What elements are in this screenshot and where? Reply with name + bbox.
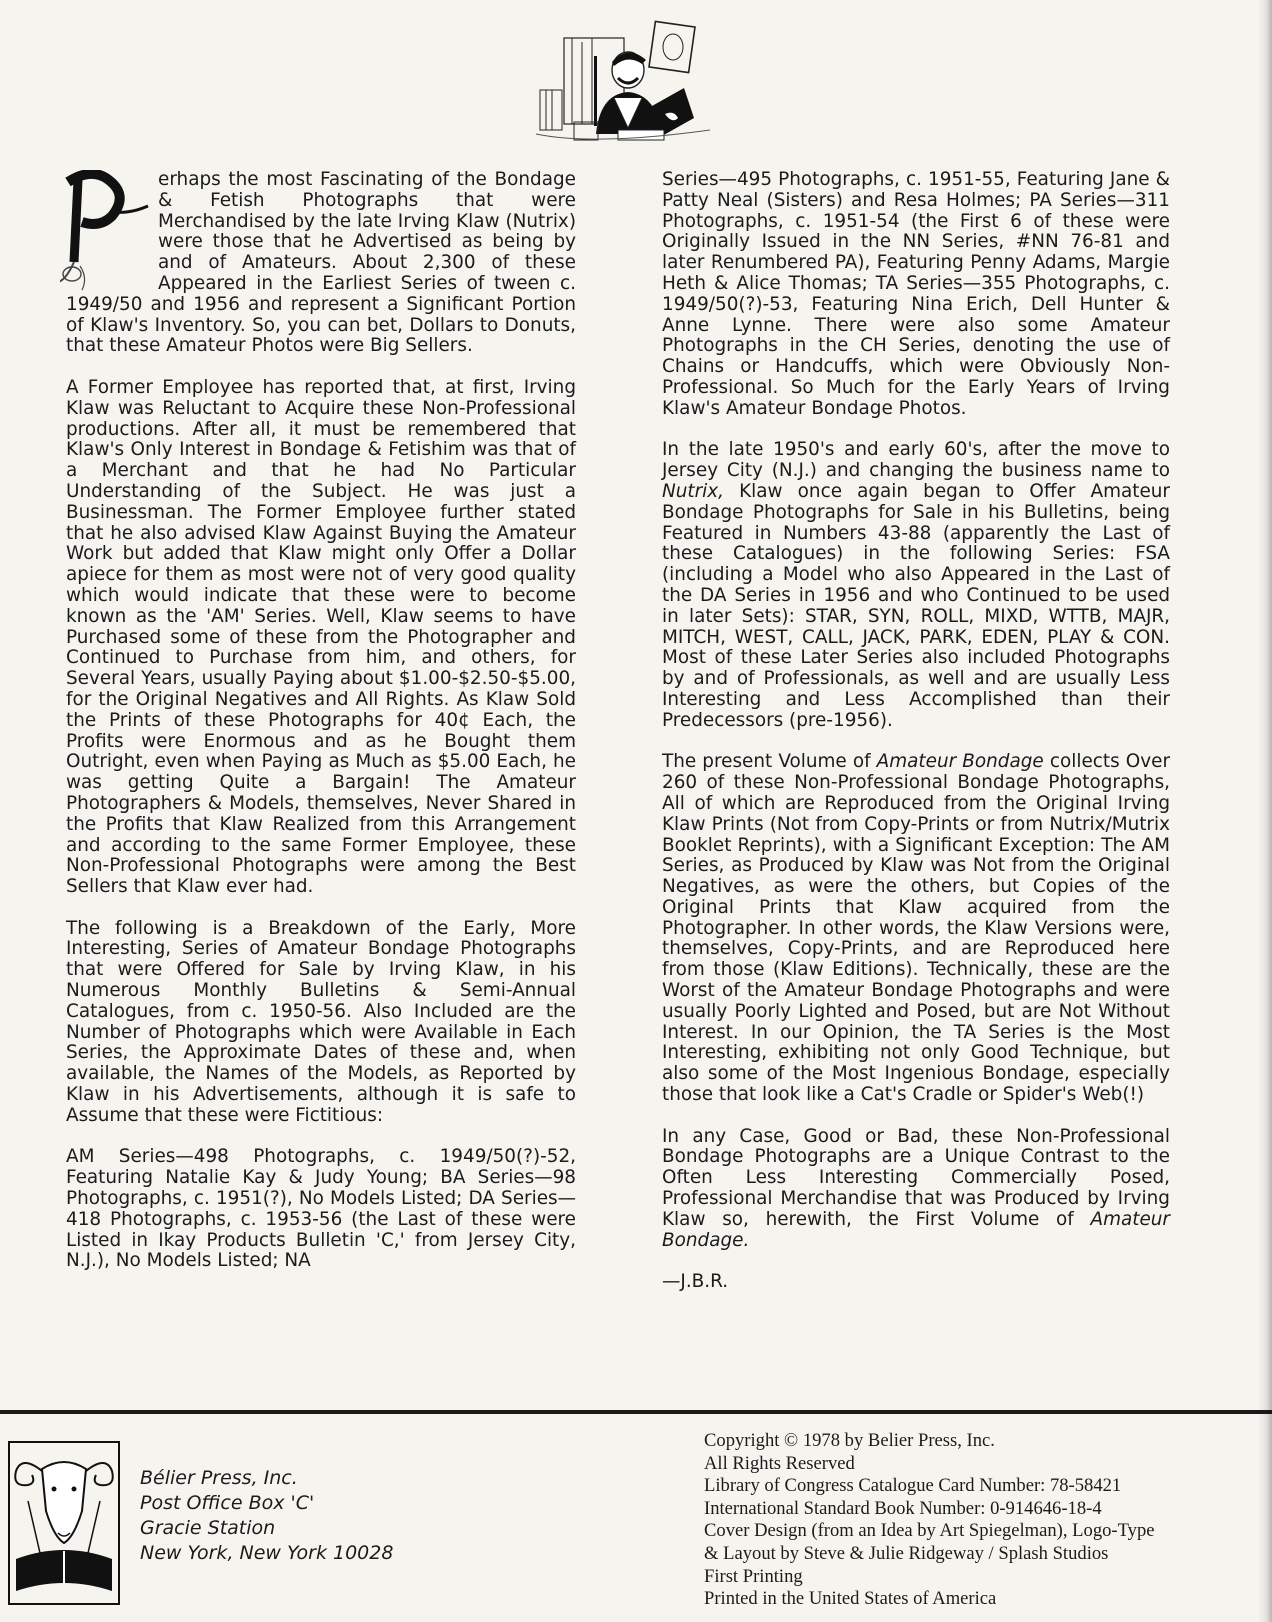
paragraph-conclusion <box>662 1127 1170 1252</box>
credit-line: International Standard Book Number: 0-914646-18-4 <box>704 1497 1102 1519</box>
paragraph-former-employee: A Former Employee has reported that, at first, Irving Klaw was Reluctant to Acquire these Non-Professional productions. After all, it must be remembered that Klaw's Only Interest in Bondage & Fetishim was that of a Merchant and that he had No Particular Understanding of the Subject. He was just a Businessman. The Former Employee further stated that he also advised Klaw Against Buying the Amateur Work but added that Klaw might only Offer a Dollar apiece for them as most were not of very good quality which would indicate that these were to become known as the 'AM' Series. Well, Klaw seems to have Purchased some of these from the Photographer and Continued to Purchase from him, and others, for Several Years, usually Paying about $1.00-$2.50-$5.00, for the Original Negatives and All Rights. As Klaw Sold the Prints of these Photographs for 40¢ Each, the Profits were Enormous and as he Bought them Outright, even when Paying as Much as $5.00 Each, he was getting Quite a Bargain! The Amateur Photographers & Models, themselves, Never Shared in the Profits that Klaw Realized from this Arrangement and according to the same Former Employee, these Non-Professional Photographs were among the Best Sellers that Klaw ever had. <box>66 376 576 898</box>
credit-line: & Layout by Steve & Julie Ridgeway / Splash Studios <box>704 1542 1109 1564</box>
publisher-station: Gracie Station <box>140 1517 276 1539</box>
reading-man-illustration-icon <box>534 18 720 152</box>
paragraph-breakdown: The following is a Breakdown of the Early, More Interesting, Series of Amateur Bondage Photographs that were Offered for Sale by Irving Klaw, in his Numerous Monthly Bulletins & Semi-Annual Catalogues, from c. 1950-56. Also Included are the Number of Photographs which were Available in Each Series, the Approximate Dates of these and, when available, the Names of the Models, as Reported by Klaw in his Advertisements, although it is safe to Assume that these were Fictitious: <box>66 917 576 1126</box>
signature: —J.B.R. <box>662 1271 729 1293</box>
publisher-city: New York, New York 10028 <box>140 1542 394 1564</box>
footer-divider <box>0 1410 1272 1414</box>
right-column <box>662 170 1170 1314</box>
left-column <box>66 170 576 1293</box>
ram-head-book-logo-icon <box>8 1441 120 1605</box>
publisher-address <box>140 1466 393 1566</box>
paragraph-present-volume <box>662 752 1170 1106</box>
credit-line: All Rights Reserved <box>704 1452 855 1474</box>
emphasis-title: Amateur Bondage <box>876 751 1044 773</box>
credit-line: Copyright © 1978 by Belier Press, Inc. <box>704 1430 995 1451</box>
paragraph-nutrix <box>662 440 1170 731</box>
credit-line: Library of Congress Catalogue Card Number: 78-58421 <box>704 1475 1122 1497</box>
emphasis-nutrix: Nutrix, <box>662 480 725 502</box>
page-edge-shadow <box>1258 0 1272 1622</box>
publisher-name: Bélier Press, Inc. <box>140 1467 298 1489</box>
credit-line: Cover Design (from an Idea by Art Spiegelman), Logo-Type <box>704 1520 1155 1542</box>
copyright-credits <box>704 1430 1244 1611</box>
text-segment: The present Volume of <box>662 751 877 773</box>
paragraph-series-list: AM Series—498 Photographs, c. 1949/50(?)-52, Featuring Natalie Kay & Judy Young; BA Series—98 Photographs, c. 1951(?), No Models Listed; DA Series—418 Photographs, c. 1953-56 (the Last of these were Listed in Ikay Products Bulletin 'C,' from Jersey City, N.J.), No Models Listed; NA <box>66 1146 576 1272</box>
text-segment: Klaw once again began to Offer Amateur Bondage Photographs for Sale in his Bulletins, being Featured in Numbers 43-88 (apparently the Last of these Catalogues) in the following Series: FSA (including a Model who also Appeared in the Last of the DA Series in 1956 and who Continued to be used in later Sets): STAR, SYN, ROLL, MIXD, WTTB, MAJR, MITCH, WEST, CALL, JACK, PARK, EDEN, PLAY & CON. Most of these Later Series also included Photographs by and of Professionals, as well and are usually Less Interesting and Less Accomplished than their Predecessors (pre-1956). <box>662 480 1170 731</box>
text-segment: In the late 1950's and early 60's, after the move to Jersey City (N.J.) and changing the business name to <box>662 439 1170 482</box>
decorated-letter-p-icon <box>60 170 152 294</box>
text-segment: collects Over 260 of these Non-Professional Bondage Photographs, All of which are Reproduced from the Original Irving Klaw Prints (Not from Copy-Prints or from Nutrix/Mutrix Booklet Reprints), with a Significant Exception: The AM Series, as Produced by Klaw was Not from the Original Negatives, as were the others, but Copies of the Original Prints that Klaw acquired from the Photographer. In other words, the Klaw Versions were, themselves, Copy-Prints, and are Reproduced here from those (Klaw Editions). Technically, these are the Worst of the Amateur Bondage Photographs and were usually Poorly Lighted and Posed, but are Not Without Interest. In our Opinion, the TA Series is the Most Interesting, exhibiting not only Good Technique, but also some of the Most Ingenious Bondage, especially those that look like a Cat's Cradle or Spider's Web(!) <box>662 751 1170 1106</box>
paragraph-intro <box>66 170 576 357</box>
emphasis-title: Amateur Bondage. <box>662 1208 1170 1251</box>
publisher-box: Post Office Box 'C' <box>140 1492 315 1514</box>
paragraph-series-continued: Series—495 Photographs, c. 1951-55, Featuring Jane & Patty Neal (Sisters) and Resa Holmes; PA Series—311 Photographs, c. 1951-54 (the First 6 of these were Originally Issued in the NN Series, #NN 76-81 and later Renumbered PA), Featuring Penny Adams, Margie Heth & Alice Thomas; TA Series—355 Photographs, c. 1949/50(?)-53, Featuring Nina Erich, Dell Hunter & Anne Lynne. There were also some Amateur Photographs in the CH Series, denoting the use of Chains or Handcuffs, which were Obviously Non-Professional. So Much for the Early Years of Irving Klaw's Amateur Bondage Photos. <box>662 169 1170 419</box>
paragraph-intro-text: erhaps the most Fascinating of the Bondage & Fetish Photographs that were Merchandised by the late Irving Klaw (Nutrix) were those that he Advertised as being by and of Amateurs. About 2,300 of these Appeared in the Earliest Series of tween c. 1949/50 and 1956 and represent a Significant Portion of Klaw's Inventory. So, you can bet, Dollars to Donuts, that these Amateur Photos were Big Sellers. <box>66 169 576 357</box>
credit-line: Printed in the United States of America <box>704 1588 997 1610</box>
credit-line: First Printing <box>704 1565 803 1587</box>
text-segment: In any Case, Good or Bad, these Non-Professional Bondage Photographs are a Unique Contrast to the Often Less Interesting Commercially Posed, Professional Merchandise that was Produced by Irving Klaw so, herewith, the First Volume of <box>662 1125 1170 1230</box>
